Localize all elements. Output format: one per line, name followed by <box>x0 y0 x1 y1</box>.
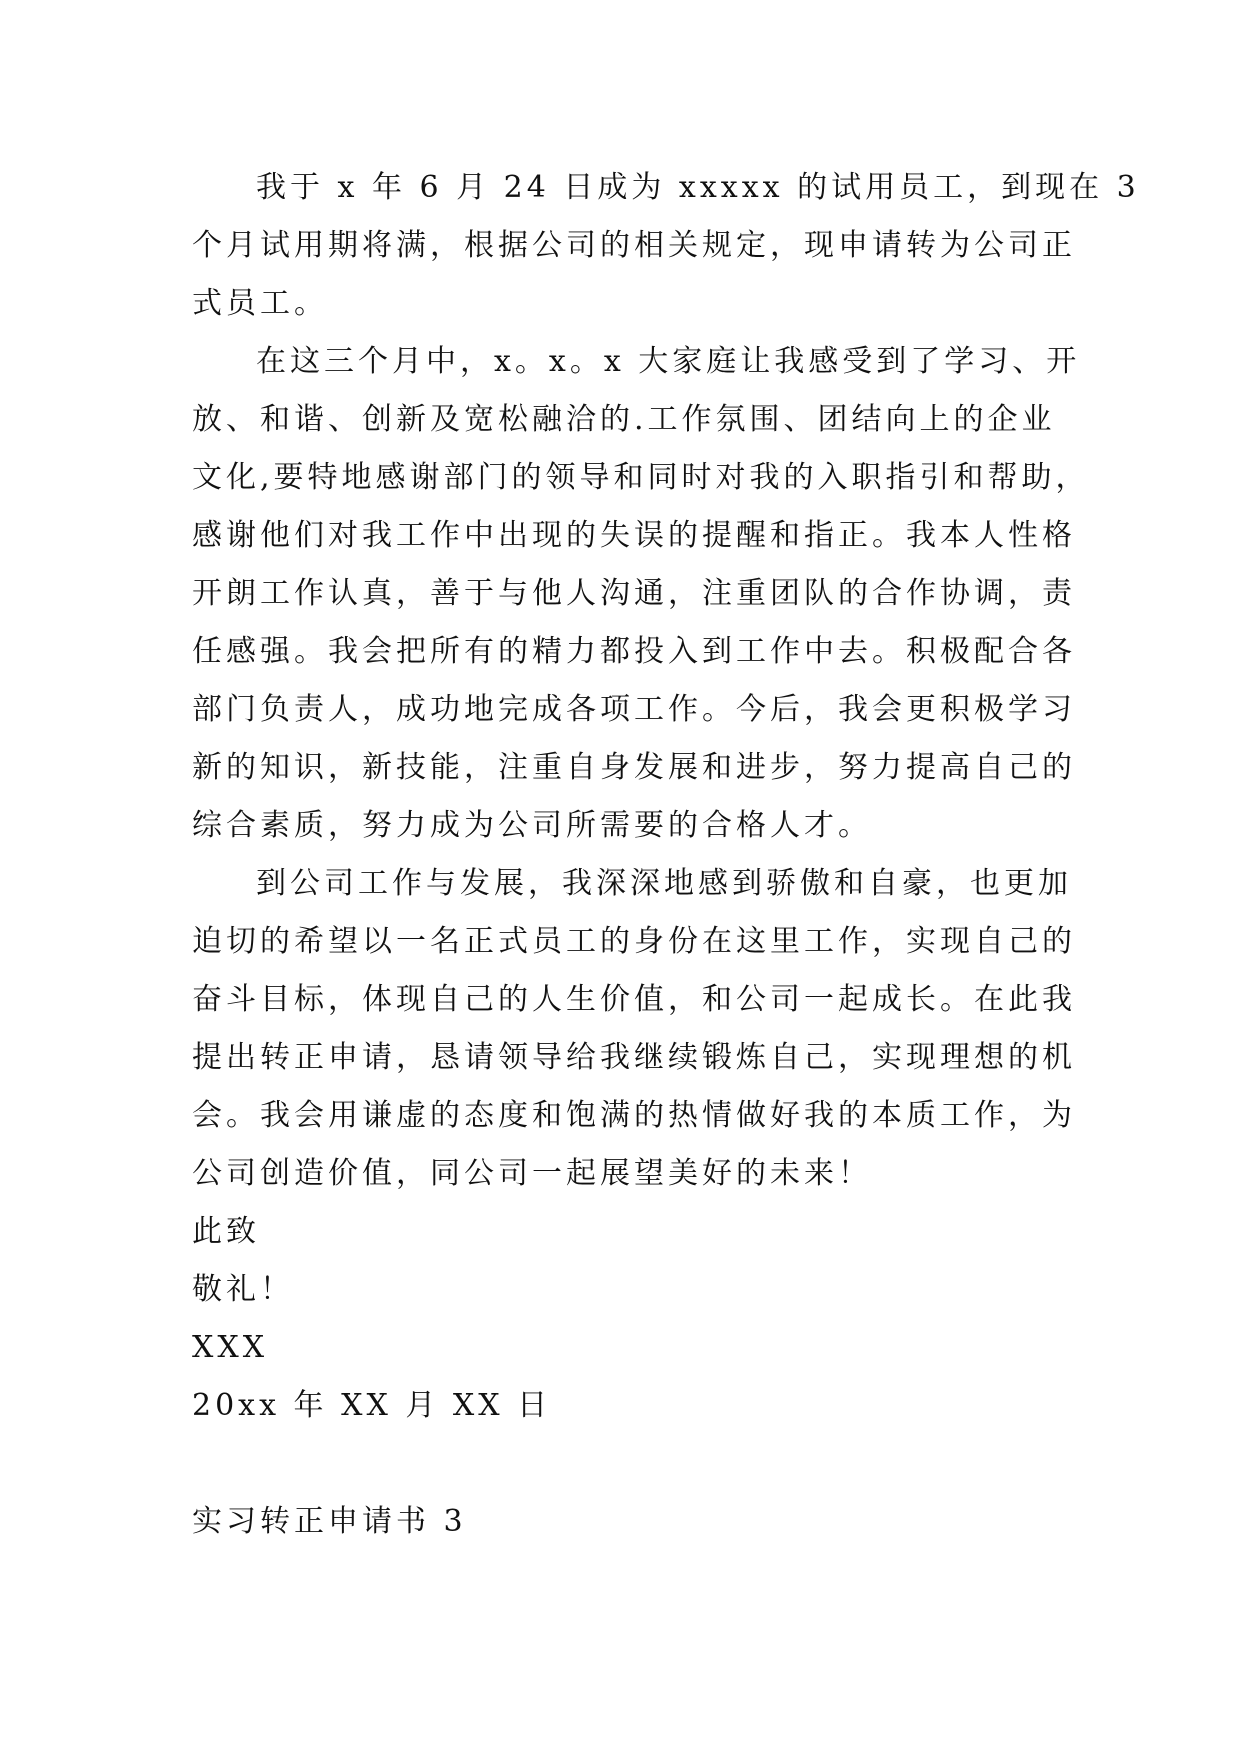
paragraph-line: 放、和谐、创新及宽松融洽的.工作氛围、团结向上的企业 <box>192 402 1056 437</box>
closing-regards: 敬礼！ <box>192 1272 294 1307</box>
closing-salutation: 此致 <box>192 1214 260 1249</box>
paragraph-line: 式员工。 <box>192 286 328 321</box>
signature-name: XXX <box>192 1330 269 1365</box>
paragraph-line: 任感强。我会把所有的精力都投入到工作中去。积极配合各 <box>192 634 1076 669</box>
paragraph-line: 感谢他们对我工作中出现的失误的提醒和指正。我本人性格 <box>192 518 1076 553</box>
paragraph-line: 我于 x 年 6 月 24 日成为 xxxxx 的试用员工，到现在 3 <box>256 170 1140 205</box>
section-gap <box>192 1435 1052 1493</box>
paragraph-line: 部门负责人，成功地完成各项工作。今后，我会更积极学习 <box>192 692 1076 727</box>
paragraph-line: 新的知识，新技能，注重自身发展和进步，努力提高自己的 <box>192 750 1076 785</box>
paragraph-2 <box>192 333 1090 855</box>
paragraph-1 <box>192 159 1140 333</box>
signature-date: 20xx 年 XX 月 XX 日 <box>192 1388 552 1423</box>
paragraph-line: 公司创造价值，同公司一起展望美好的未来！ <box>192 1156 872 1191</box>
next-section-title: 实习转正申请书 3 <box>192 1504 467 1539</box>
letter-body <box>192 159 1140 1551</box>
paragraph-line: 提出转正申请，恳请领导给我继续锻炼自己，实现理想的机 <box>192 1040 1076 1075</box>
paragraph-line: 奋斗目标，体现自己的人生价值，和公司一起成长。在此我 <box>192 982 1076 1017</box>
paragraph-line: 在这三个月中，x。x。x 大家庭让我感受到了学习、开 <box>256 344 1081 379</box>
paragraph-line: 开朗工作认真，善于与他人沟通，注重团队的合作协调，责 <box>192 576 1076 611</box>
paragraph-line: 迫切的希望以一名正式员工的身份在这里工作，实现自己的 <box>192 924 1076 959</box>
paragraph-line: 文化,要特地感谢部门的领导和同时对我的入职指引和帮助， <box>192 460 1090 495</box>
paragraph-line: 综合素质，努力成为公司所需要的合格人才。 <box>192 808 872 843</box>
paragraph-line: 会。我会用谦虚的态度和饱满的热情做好我的本质工作，为 <box>192 1098 1076 1133</box>
paragraph-line: 个月试用期将满，根据公司的相关规定，现申请转为公司正 <box>192 228 1076 263</box>
paragraph-3 <box>192 855 1076 1203</box>
paragraph-line: 到公司工作与发展，我深深地感到骄傲和自豪，也更加 <box>256 866 1072 901</box>
